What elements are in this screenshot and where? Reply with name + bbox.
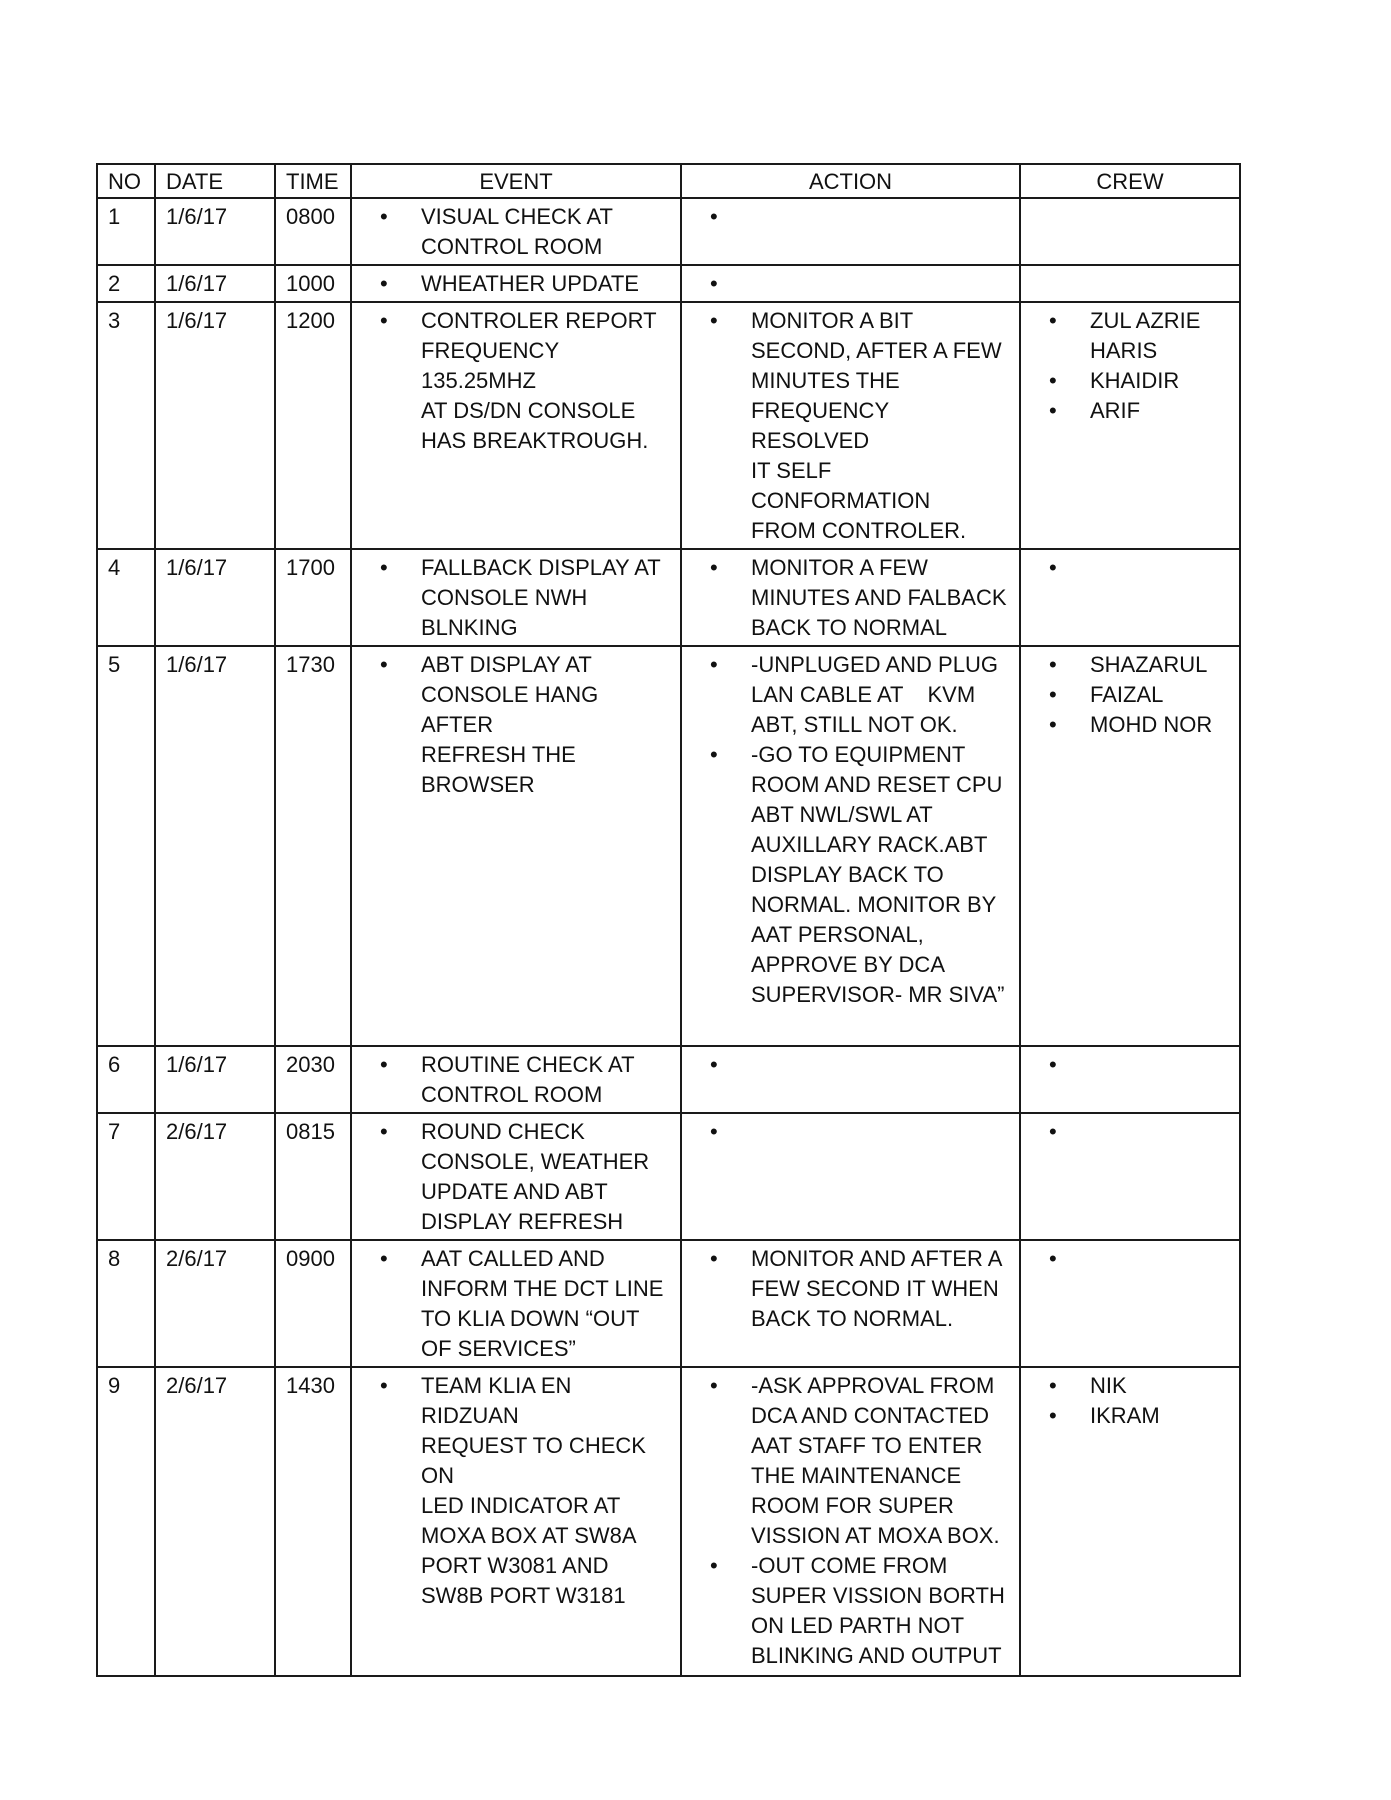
cell-crew: [1020, 265, 1240, 302]
event-item: • WHEATHER UPDATE: [380, 269, 670, 299]
cell-no: 4: [97, 549, 155, 646]
cell-time: 1000: [275, 265, 351, 302]
table-row: [97, 1240, 1240, 1367]
crew-item: • SHAZARUL: [1049, 650, 1229, 680]
table-row: [97, 1113, 1240, 1240]
crew-item: • ARIF: [1049, 396, 1229, 426]
cell-action: [681, 1113, 1020, 1240]
header-event: EVENT: [351, 164, 681, 198]
cell-time: 0815: [275, 1113, 351, 1240]
header-no: NO: [97, 164, 155, 198]
cell-time: 2030: [275, 1046, 351, 1113]
cell-no: 7: [97, 1113, 155, 1240]
cell-crew: [1020, 302, 1240, 549]
header-action: ACTION: [681, 164, 1020, 198]
header-date: DATE: [155, 164, 275, 198]
cell-action: [681, 302, 1020, 549]
event-log-table: [96, 163, 1241, 1677]
header-time: TIME: [275, 164, 351, 198]
cell-event: [351, 549, 681, 646]
action-item: • MONITOR A FEW MINUTES AND FALBACK BACK TO NORMAL: [710, 553, 1009, 643]
cell-date: 1/6/17: [155, 1046, 275, 1113]
cell-action: [681, 1240, 1020, 1367]
cell-action: [681, 1046, 1020, 1113]
cell-event: [351, 1367, 681, 1676]
action-item: • MONITOR AND AFTER A FEW SECOND IT WHEN BACK TO NORMAL.: [710, 1244, 1009, 1334]
cell-crew: [1020, 646, 1240, 1046]
cell-date: 2/6/17: [155, 1367, 275, 1676]
cell-action: [681, 1367, 1020, 1676]
cell-no: 6: [97, 1046, 155, 1113]
cell-event: [351, 265, 681, 302]
crew-list: [1049, 1371, 1229, 1431]
cell-action: [681, 265, 1020, 302]
cell-date: 1/6/17: [155, 265, 275, 302]
cell-no: 8: [97, 1240, 155, 1367]
header-row: [97, 164, 1240, 198]
cell-action: [681, 646, 1020, 1046]
event-list: [380, 306, 670, 456]
cell-crew: [1020, 198, 1240, 265]
event-list: [380, 553, 670, 643]
crew-item: • NIK: [1049, 1371, 1229, 1401]
event-item: • FALLBACK DISPLAY AT CONSOLE NWH BLNKING: [380, 553, 670, 643]
cell-event: [351, 302, 681, 549]
event-item: • VISUAL CHECK AT CONTROL ROOM: [380, 202, 670, 262]
event-item: • TEAM KLIA EN RIDZUAN REQUEST TO CHECK ON LED INDICATOR AT MOXA BOX AT SW8A PORT W3081 AND SW8B PORT W3181: [380, 1371, 670, 1611]
table-row: [97, 646, 1240, 1046]
cell-time: 1430: [275, 1367, 351, 1676]
cell-date: 1/6/17: [155, 198, 275, 265]
cell-no: 3: [97, 302, 155, 549]
crew-item: • IKRAM: [1049, 1401, 1229, 1431]
action-list: [710, 553, 1009, 643]
cell-date: 1/6/17: [155, 302, 275, 549]
cell-event: [351, 646, 681, 1046]
cell-crew: [1020, 1113, 1240, 1240]
cell-date: 1/6/17: [155, 646, 275, 1046]
cell-time: 1700: [275, 549, 351, 646]
action-list: [710, 306, 1009, 546]
table-row: [97, 198, 1240, 265]
event-list: [380, 1117, 670, 1237]
crew-item: • MOHD NOR: [1049, 710, 1229, 740]
event-list: [380, 269, 670, 299]
crew-item: • KHAIDIR: [1049, 366, 1229, 396]
action-list: [710, 1244, 1009, 1334]
cell-no: 2: [97, 265, 155, 302]
cell-date: 1/6/17: [155, 549, 275, 646]
action-item: • -ASK APPROVAL FROM DCA AND CONTACTED AAT STAFF TO ENTER THE MAINTENANCE ROOM FOR SUPER VISSION AT MOXA BOX.: [710, 1371, 1009, 1551]
event-list: [380, 202, 670, 262]
cell-no: 5: [97, 646, 155, 1046]
action-list: [710, 1371, 1009, 1671]
cell-action: [681, 198, 1020, 265]
cell-no: 1: [97, 198, 155, 265]
cell-crew: [1020, 1367, 1240, 1676]
event-item: • AAT CALLED AND INFORM THE DCT LINE TO KLIA DOWN “OUT OF SERVICES”: [380, 1244, 670, 1364]
event-list: [380, 1050, 670, 1110]
crew-item: • FAIZAL: [1049, 680, 1229, 710]
table-row: [97, 302, 1240, 549]
action-item: • -OUT COME FROM SUPER VISSION BORTH ON LED PARTH NOT BLINKING AND OUTPUT: [710, 1551, 1009, 1671]
cell-crew: [1020, 1046, 1240, 1113]
cell-action: [681, 549, 1020, 646]
action-list: [710, 650, 1009, 1010]
action-item: • -GO TO EQUIPMENT ROOM AND RESET CPU ABT NWL/SWL AT AUXILLARY RACK.ABT DISPLAY BACK TO NORMAL. MONITOR BY AAT PERSONAL, APPROVE BY DCA SUPERVISOR- MR SIVA”: [710, 740, 1009, 1010]
event-list: [380, 1371, 670, 1611]
event-item: • ROUTINE CHECK AT CONTROL ROOM: [380, 1050, 670, 1110]
crew-item: • ZUL AZRIE HARIS: [1049, 306, 1229, 366]
crew-list: [1049, 306, 1229, 426]
table-row: [97, 265, 1240, 302]
cell-time: 1200: [275, 302, 351, 549]
event-item: • ABT DISPLAY AT CONSOLE HANG AFTER REFRESH THE BROWSER: [380, 650, 670, 800]
cell-crew: [1020, 1240, 1240, 1367]
crew-list: [1049, 650, 1229, 740]
event-list: [380, 1244, 670, 1364]
event-item: • ROUND CHECK CONSOLE, WEATHER UPDATE AND ABT DISPLAY REFRESH: [380, 1117, 670, 1237]
cell-time: 1730: [275, 646, 351, 1046]
action-item: • MONITOR A BIT SECOND, AFTER A FEW MINUTES THE FREQUENCY RESOLVED IT SELF CONFORMATION FROM CONTROLER.: [710, 306, 1009, 546]
cell-event: [351, 1113, 681, 1240]
cell-time: 0900: [275, 1240, 351, 1367]
table-row: [97, 549, 1240, 646]
header-crew: CREW: [1020, 164, 1240, 198]
event-list: [380, 650, 670, 800]
cell-date: 2/6/17: [155, 1113, 275, 1240]
table-row: [97, 1046, 1240, 1113]
cell-event: [351, 1046, 681, 1113]
log-body: [97, 198, 1240, 1676]
cell-no: 9: [97, 1367, 155, 1676]
cell-time: 0800: [275, 198, 351, 265]
action-item: • -UNPLUGED AND PLUG LAN CABLE AT KVM ABT, STILL NOT OK.: [710, 650, 1009, 740]
cell-crew: [1020, 549, 1240, 646]
table-row: [97, 1367, 1240, 1676]
cell-date: 2/6/17: [155, 1240, 275, 1367]
cell-event: [351, 198, 681, 265]
event-item: • CONTROLER REPORT FREQUENCY 135.25MHZ AT DS/DN CONSOLE HAS BREAKTROUGH.: [380, 306, 670, 456]
cell-event: [351, 1240, 681, 1367]
